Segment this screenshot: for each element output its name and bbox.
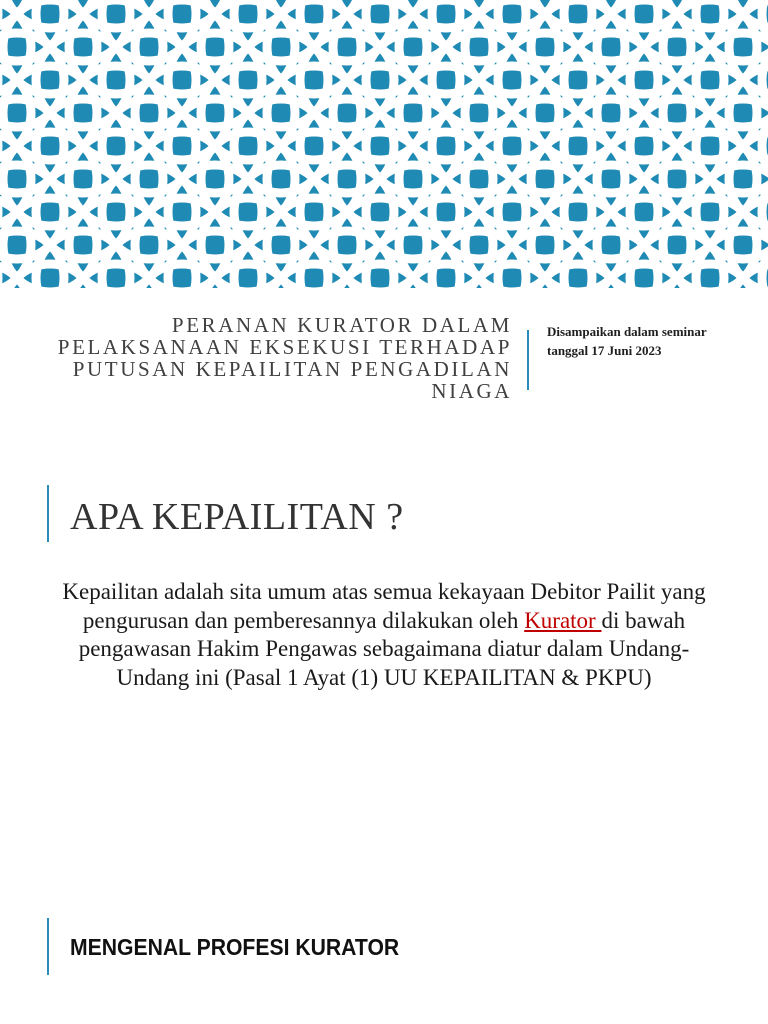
definition-paragraph xyxy=(60,578,708,692)
slide-title: PERANAN KURATOR DALAM PELAKSANAAN EKSEKUSI TERHADAP PUTUSAN KEPAILITAN PENGADILAN NIAGA xyxy=(57,313,512,403)
kurator-link[interactable]: Kurator xyxy=(524,607,602,633)
slide-subtitle: Disampaikan dalam seminar tanggal 17 Juni 2023 xyxy=(547,324,707,358)
section-accent-bar-2 xyxy=(47,918,49,975)
definition-text-before: Kepailitan adalah sita umum atas semua kekayaan Debitor Pailit yang pengurusan dan pemberesannya dilakukan oleh xyxy=(62,579,706,633)
section-heading: APA KEPAILITAN ? xyxy=(70,496,404,538)
circle-lattice-pattern xyxy=(0,0,768,288)
definition-text-after: di bawah pengawasan Hakim Pengawas sebagaimana diatur dalam Undang-Undang ini (Pasal 1 Ayat (1) UU KEPAILITAN & PKPU) xyxy=(78,607,690,690)
title-divider xyxy=(527,330,529,390)
section-accent-bar xyxy=(47,485,49,542)
decorative-pattern-banner xyxy=(0,0,768,288)
section-heading-2: MENGENAL PROFESI KURATOR xyxy=(70,934,400,960)
